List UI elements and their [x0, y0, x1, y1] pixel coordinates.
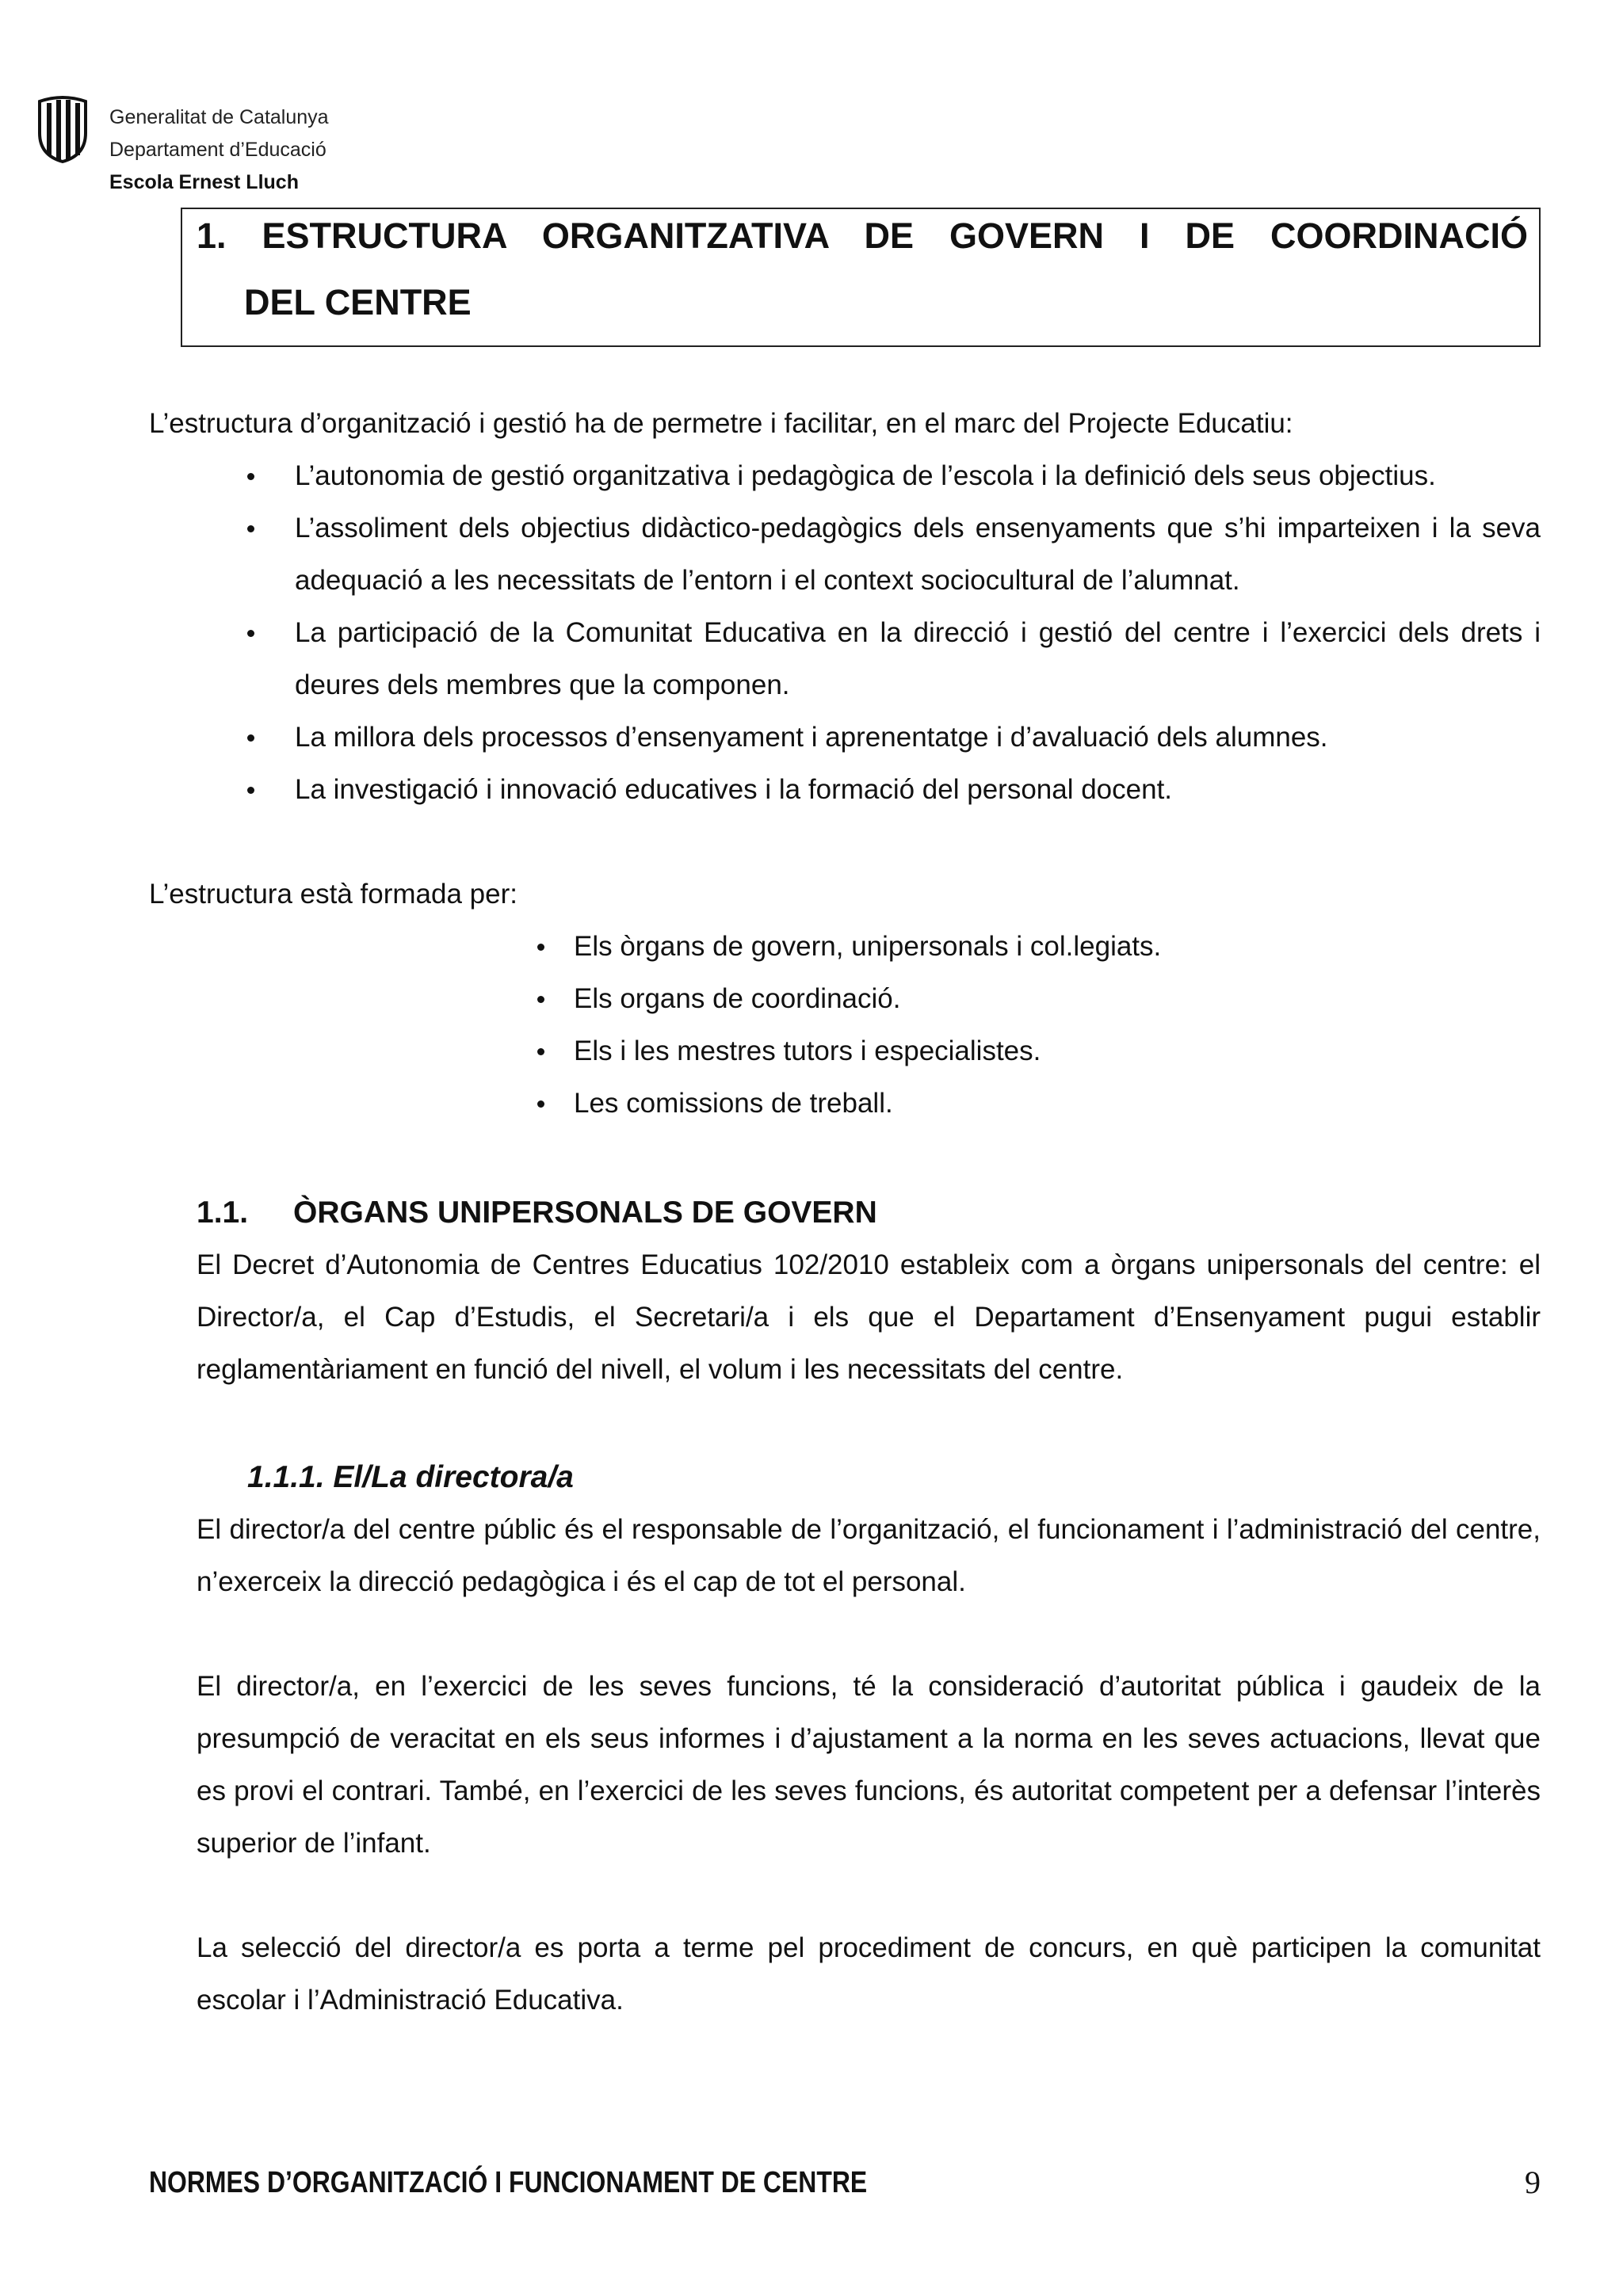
header-org: Generalitat de Catalunya: [109, 106, 329, 128]
structure-intro: L’estructura està formada per:: [149, 879, 517, 910]
goals-list: [244, 450, 1541, 816]
list-item: Els organs de coordinació.: [534, 973, 1406, 1025]
director-paragraph-2: El director/a, en l’exercici de les seves funcions, té la consideració d’autoritat pública i gaudeix de la presumpció de veracitat en els seus informes i d’ajustament a la norma en les seves actuacions, llevat que es provi el contrari. També, en l’exercici de les seves funcions, és autoritat competent per a defensar l’interès superior de l’infant.: [197, 1671, 1541, 1859]
list-item: L’autonomia de gestió organitzativa i pedagògica de l’escola i la definició dels seus objectius.: [244, 450, 1541, 502]
header-block: [109, 101, 329, 199]
director-paragraph-1: El director/a del centre públic és el responsable de l’organització, el funcionament i l’administració del centre, n’exerceix la direcció pedagògica i és el cap de tot el personal.: [197, 1514, 1541, 1597]
list-item: La participació de la Comunitat Educativa en la direcció i gestió del centre i l’exercici dels drets i deures dels membres que la componen.: [244, 607, 1541, 711]
section-number: 1.1.: [197, 1196, 249, 1230]
list-item: L’assoliment dels objectius didàctico-pedagògics dels ensenyaments que s’hi imparteixen i la seva adequació a les necessitats de l’entorn i el context sociocultural de l’alumnat.: [244, 502, 1541, 607]
list-item: La millora dels processos d’ensenyament i aprenentatge i d’avaluació dels alumnes.: [244, 711, 1541, 764]
list-item: Els òrgans de govern, unipersonals i col.legiats.: [534, 921, 1406, 973]
section-1-1-1-heading: 1.1.1. El/La directora/a: [247, 1460, 574, 1494]
generalitat-logo-icon: [35, 93, 90, 163]
director-paragraph-3: La selecció del director/a es porta a terme pel procediment de concurs, en què participen la comunitat escolar i l’Administració Educativa.: [197, 1932, 1541, 2016]
intro-paragraph: L’estructura d’organització i gestió ha de permetre i facilitar, en el marc del Projecte Educatiu:: [149, 408, 1293, 439]
footer-title: NORMES D’ORGANITZACIÓ I FUNCIONAMENT DE CENTRE: [149, 2166, 868, 2199]
list-item: La investigació i innovació educatives i la formació del personal docent.: [244, 764, 1541, 816]
list-item: Els i les mestres tutors i especialistes.: [534, 1025, 1406, 1077]
section-title: ÒRGANS UNIPERSONALS DE GOVERN: [293, 1196, 877, 1230]
page-number: 9: [1525, 2164, 1541, 2200]
header-school: Escola Ernest Lluch: [109, 171, 299, 193]
section-1-1-text: El Decret d’Autonomia de Centres Educatius 102/2010 estableix com a òrgans unipersonals del centre: el Director/a, el Cap d’Estudis, el Secretari/a i els que el Departament d’Ensenyament pugui establir reglamentàriament en funció del nivell, el volum i les necessitats del centre.: [197, 1249, 1541, 1385]
page-title-line-1: 1. ESTRUCTURA ORGANITZATIVA DE GOVERN I DE COORDINACIÓ: [197, 215, 1528, 256]
page-title-line-2: DEL CENTRE: [244, 282, 472, 322]
list-item: Les comissions de treball.: [534, 1077, 1406, 1130]
section-1-1-heading: [197, 1187, 1306, 1239]
structure-list: [534, 921, 1406, 1130]
header-department: Departament d’Educació: [109, 139, 327, 161]
